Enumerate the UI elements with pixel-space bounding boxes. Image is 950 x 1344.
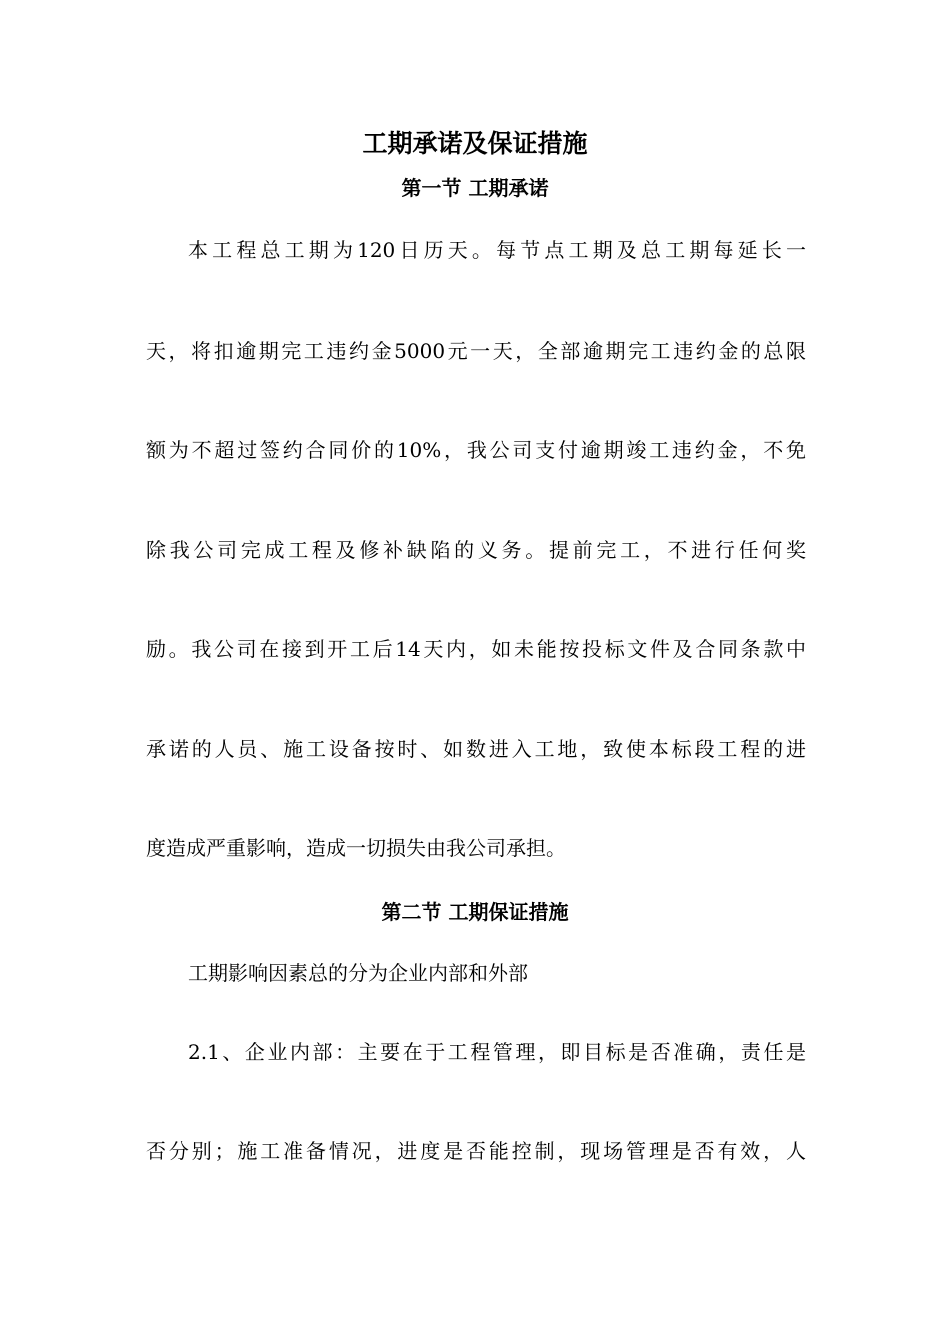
- section-2-paragraph-line: 2.1、企业内部：主要在于工程管理，即目标是否准确，责任是: [188, 1040, 806, 1064]
- section-1-paragraph-line: 额为不超过签约合同价的10%，我公司支付逾期竣工违约金，不免: [146, 438, 806, 462]
- section-2-paragraph-line: 否分别；施工准备情况，进度是否能控制，现场管理是否有效，人: [146, 1139, 806, 1163]
- section-1-paragraph-line: 度造成严重影响，造成一切损失由我公司承担。: [146, 836, 566, 860]
- document-title: 工期承诺及保证措施: [362, 129, 588, 158]
- section-2-intro: 工期影响因素总的分为企业内部和外部: [188, 961, 528, 985]
- section-1-heading: 第一节 工期承诺: [401, 176, 549, 200]
- section-1-paragraph-line: 除我公司完成工程及修补缺陷的义务。提前完工，不进行任何奖: [146, 538, 806, 562]
- section-2-heading: 第二节 工期保证措施: [381, 900, 569, 924]
- section-1-paragraph-line: 本工程总工期为120日历天。每节点工期及总工期每延长一: [188, 238, 806, 262]
- section-1-paragraph-line: 承诺的人员、施工设备按时、如数进入工地，致使本标段工程的进: [146, 737, 806, 761]
- section-1-paragraph-line: 天，将扣逾期完工违约金5000元一天，全部逾期完工违约金的总限: [146, 339, 806, 363]
- section-1-paragraph-line: 励。我公司在接到开工后14天内，如未能按投标文件及合同条款中: [146, 637, 806, 661]
